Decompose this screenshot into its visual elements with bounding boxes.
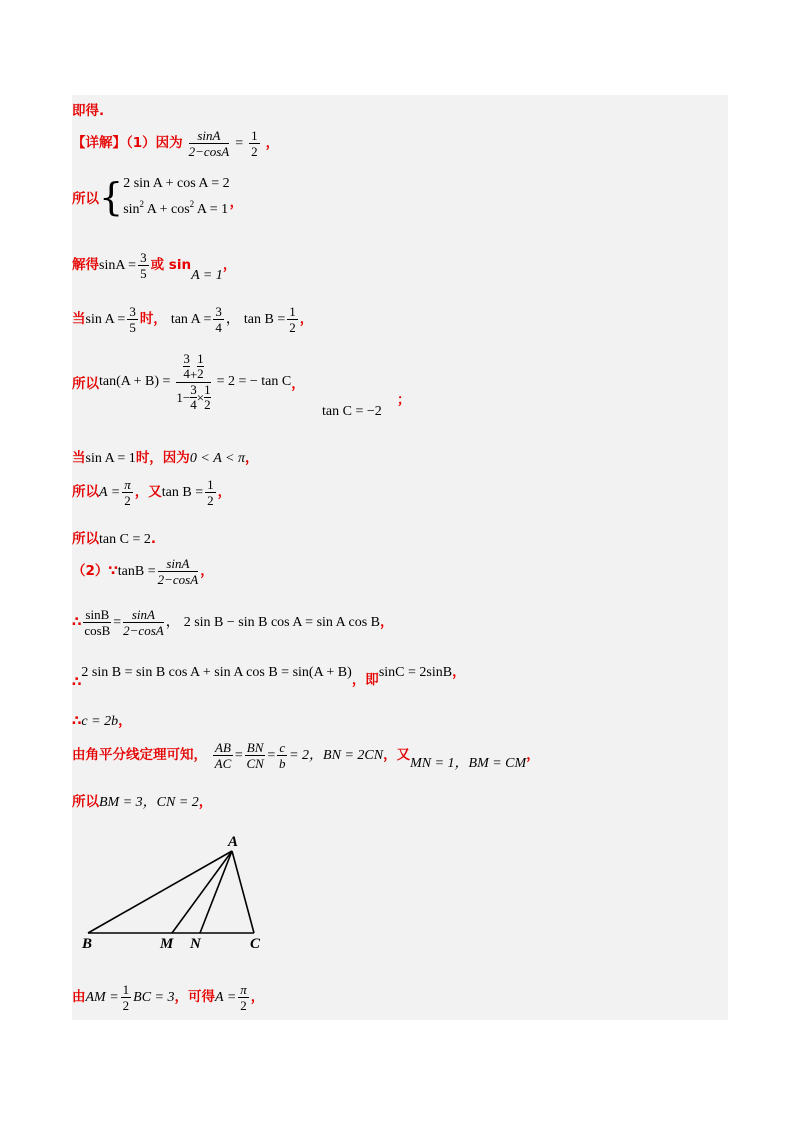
solution-part2-line: （2）∵tanB = $\frac{\sin A}{2-\cos A}$ ，	[72, 556, 214, 587]
fraction: $\frac{3}{5}$	[129, 304, 136, 335]
fraction: $\frac{1}{2}$	[122, 982, 130, 1013]
fraction: $\frac{3}{5}$	[140, 250, 147, 281]
segment-an	[200, 851, 232, 933]
compound-fraction: $\frac{3}{4}$ + $\frac{1}{2}$ 1− $\frac{3}{4}$ × $\frac{1}{2}$	[176, 351, 211, 413]
fraction: $\frac{\sin A}{2-\cos A}$	[157, 556, 199, 587]
case2-line: 当sin A = 1时，因为0 < A < π，	[72, 450, 259, 466]
segment-am	[172, 851, 232, 933]
fraction: $\frac{c}{b}$	[278, 740, 286, 771]
lengths-line: 所以BM = 3，CN = 2，	[72, 794, 213, 810]
segment-ac	[232, 851, 254, 933]
equation-system: 2 sin A + cos A = 2 $\sin^2 A + \cos^2 A = 1$	[123, 176, 230, 217]
vertex-c-label: C	[250, 936, 261, 952]
fraction: $\frac{1}{2}$	[207, 477, 214, 508]
intro-text: 即得.	[72, 103, 105, 119]
fraction: $\frac{3}{4}$	[215, 304, 222, 335]
fraction: $\frac{\pi}{2}$	[240, 982, 247, 1013]
conclusion-line: 由AM = $\frac{1}{2}$ BC = 3，可得A = $\frac{\pi}{2}$ ，	[72, 982, 265, 1013]
point-m-label: M	[160, 936, 174, 952]
brace: {	[99, 175, 124, 219]
solve-line: 解得sinA = $\frac{3}{5}$ 或 sinA = 1，	[72, 250, 237, 284]
vertex-b-label: B	[82, 936, 93, 952]
ratio-line: ∴ $\frac{\sin B}{\cos B}$ = $\frac{\sin A}{2-\cos A}$ ， 2 sin B − sin B cos A = sin A cos B，	[72, 607, 394, 638]
tan-sum-line: 所以tan(A + B) = $\frac{3}{4}$ + $\frac{1}{2}$ 1− $\frac{3}{4}$ × $\frac{1}{2}$ = 2 = − tan C， tan C = −2 ；	[72, 351, 411, 419]
triangle-figure	[72, 828, 292, 956]
fraction: $\frac{AB}{AC}$	[214, 740, 232, 771]
fraction: $\frac{\sin A}{2-\cos A}$	[188, 128, 230, 159]
fraction: $\frac{1}{2}$	[289, 304, 296, 335]
detail-tag: 【详解】（1）因为	[72, 135, 183, 152]
sine-sum-line: $_\therefore$2 sin B = sin B cos A + sin A $\cos B = \sin(A + B)_{,即}\sin C = 2\sin B$，	[72, 664, 466, 690]
segment-ab	[88, 851, 232, 933]
system-line: 所以{2 sin A + cos A = 2 $\sin^2 A + \cos^2 A = 1_,$	[72, 175, 244, 219]
fraction: $\frac{\pi}{2}$	[124, 477, 131, 508]
solution-part1-line: 【详解】（1）因为 $\frac{\sin A}{2-\cos A}$ = $\frac{1}{2}$ ，	[72, 128, 280, 159]
fraction: $\frac{\sin B}{\cos B}$	[84, 607, 111, 638]
fraction: $\frac{1}{2}$	[251, 128, 258, 159]
case1-line: 当sin A = $\frac{3}{5}$ 时， tan A = $\frac{3}{4}$ ， tan B = $\frac{1}{2}$ ，	[72, 304, 314, 335]
side-relation-line: ∴c = 2b，	[72, 713, 132, 729]
vertex-a-label: A	[228, 834, 239, 850]
bisector-line: 由角平分线定理可知， $\frac{AB}{AC}$ = $\frac{BN}{CN}$ = $\frac{c}{b}$ = 2，BN = 2CN，又MN = 1，BM = CM，	[72, 740, 540, 772]
point-n-label: N	[190, 936, 201, 952]
tan-c-line: 所以tan C = 2.	[72, 531, 156, 547]
fraction: $\frac{\sin A}{2-\cos A}$	[123, 607, 164, 638]
angle-line: 所以A = $\frac{\pi}{2}$ ，又tan B = $\frac{1}{2}$ ，	[72, 477, 232, 508]
fraction: $\frac{BN}{CN}$	[246, 740, 264, 771]
